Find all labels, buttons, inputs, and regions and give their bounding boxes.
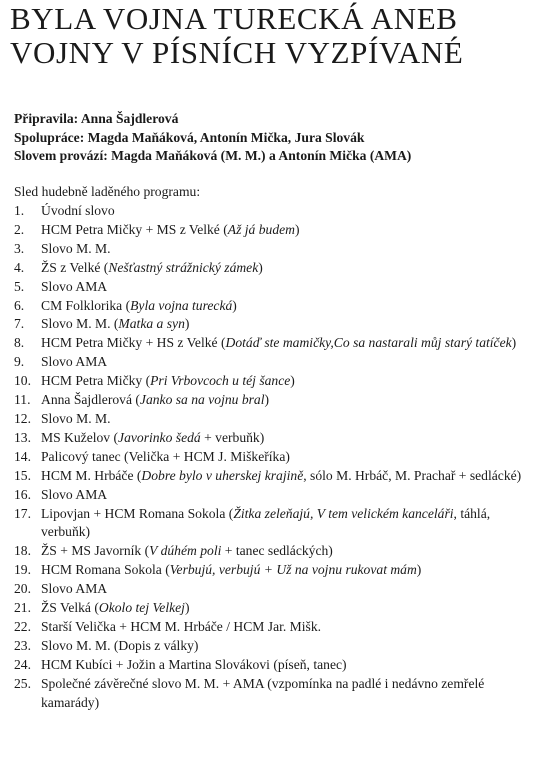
credit-prepared: Připravila: Anna Šajdlerová	[14, 111, 179, 126]
program-item-text	[41, 334, 529, 353]
program-item-segment: Anna Šajdlerová (	[41, 392, 140, 408]
program-item-text	[41, 467, 529, 486]
program-item-segment: ŽS z Velké (	[41, 259, 109, 275]
program-item-number: 12.	[14, 410, 31, 426]
program-item	[14, 315, 529, 334]
credit-cooperation: Spolupráce: Magda Maňáková, Antonín Mička, Jura Slovák	[14, 129, 365, 145]
program-item-text	[41, 637, 529, 656]
program-item	[14, 278, 529, 297]
program-item-segment: )	[511, 335, 517, 351]
program-item-text	[41, 259, 529, 278]
program-item	[14, 334, 529, 353]
program-item-title: V dúhém poli	[149, 543, 222, 559]
program-item-text	[41, 675, 529, 713]
program-item	[14, 656, 529, 675]
program-item	[14, 467, 529, 486]
program-item-segment: Slovo AMA	[41, 581, 108, 597]
program-item-segment: )	[294, 221, 300, 237]
program-item-number: 14.	[14, 448, 31, 464]
program-item-number: 23.	[14, 637, 31, 653]
program-item-number: 8.	[14, 335, 25, 351]
program-item-number: 15.	[14, 467, 31, 483]
program-item-segment: HCM Petra Mičky + MS z Velké (	[41, 221, 228, 237]
program-item-title: Dobre bylo v uherskej krajině	[141, 467, 304, 483]
program-item-segment: MS Kuželov (	[41, 429, 119, 445]
program-item-text	[41, 372, 529, 391]
program-item-segment: HCM M. Hrbáče (	[41, 467, 142, 483]
program-item-text	[41, 353, 529, 372]
program-item-text	[41, 391, 529, 410]
program-item-title: Janko sa na vojnu bral	[139, 392, 265, 408]
program-item-title: Nešťastný strážnický zámek	[108, 259, 259, 275]
program-item-segment: )	[416, 562, 422, 578]
program-item	[14, 410, 529, 429]
program-item-segment: Slovo AMA	[41, 278, 108, 294]
program-item-segment: , táhlá, verbuňk)	[41, 505, 491, 540]
program-item-title: Až já budem	[227, 221, 295, 237]
program-item-number: 19.	[14, 562, 31, 578]
program-item-number: 11.	[14, 392, 31, 408]
program-item-number: 25.	[14, 675, 31, 691]
program-item	[14, 297, 529, 316]
page-title	[10, 2, 530, 70]
program-item-segment: + tanec sedláckých)	[221, 543, 333, 559]
program-item-segment: Slovo M. M.	[41, 410, 111, 426]
program-item-number: 13.	[14, 429, 31, 445]
program-item-text	[41, 486, 529, 505]
program-item	[14, 486, 529, 505]
program-item-title: Dotáď ste mamičky,Co sa nastarali můj starý tatíček	[225, 335, 512, 351]
program-item-segment: Slovo AMA	[41, 354, 108, 370]
program-item-segment: Úvodní slovo	[41, 203, 115, 218]
program-item-title: Okolo tej Velkej	[98, 600, 185, 616]
program-item-segment: + verbuňk)	[200, 429, 265, 445]
title-line-1: BYLA VOJNA TURECKÁ ANEB	[10, 1, 458, 36]
program-item	[14, 637, 529, 656]
program-item-text	[41, 448, 529, 467]
program-item	[14, 221, 529, 240]
program-item-number: 21.	[14, 600, 31, 616]
program-item-segment: Slovo AMA	[41, 486, 108, 502]
program-item-segment: HCM Romana Sokola (	[41, 562, 170, 578]
program-item-text	[41, 221, 529, 240]
program-item	[14, 202, 529, 221]
program-item-segment: Slovo M. M.	[41, 240, 111, 256]
program-item-title: Matka a syn	[118, 316, 185, 332]
program-item-number: 24.	[14, 656, 31, 672]
program-item-segment: )	[264, 392, 270, 408]
program-item-number: 10.	[14, 373, 31, 389]
program-item-number: 6.	[14, 297, 25, 313]
title-line-2: VOJNY V PÍSNÍCH VYZPÍVANÉ	[10, 35, 464, 70]
credit-narration: Slovem provází: Magda Maňáková (M. M.) a Antonín Mička (AMA)	[14, 148, 412, 163]
program-item-number: 2.	[14, 221, 25, 237]
program-item-text	[41, 599, 529, 618]
program-item	[14, 391, 529, 410]
program-list	[14, 202, 529, 712]
program-item-number: 20.	[14, 581, 31, 597]
program-item	[14, 353, 529, 372]
program-item-segment: HCM Kubíci + Jožin a Martina Slovákovi (píseň, tanec)	[41, 656, 347, 672]
program-item-text	[41, 202, 529, 221]
program-item-text	[41, 278, 529, 297]
program-item-text	[41, 240, 529, 259]
program-item-number: 7.	[14, 316, 25, 332]
program-item-number: 3.	[14, 240, 25, 256]
program-item-segment: , sólo M. Hrbáč, M. Prachař + sedlácké)	[303, 467, 522, 483]
program-item-segment: Starší Velička + HCM M. Hrbáče / HCM Jar. Mišk.	[41, 618, 322, 634]
program-item-number: 4.	[14, 259, 25, 275]
program-heading: Sled hudebně laděného programu:	[14, 184, 201, 199]
program-item	[14, 259, 529, 278]
program-item-title: Žitka zeleňajú, V tem velickém kanceláři	[233, 505, 454, 521]
program-item-number: 17.	[14, 505, 31, 521]
program-item-number: 16.	[14, 486, 31, 502]
program-item	[14, 372, 529, 391]
program-item	[14, 505, 529, 543]
program-item-segment: )	[258, 259, 263, 275]
program-item-segment: HCM Petra Mičky + HS z Velké (	[41, 335, 226, 351]
program-item	[14, 429, 529, 448]
program-item	[14, 240, 529, 259]
program-item-title: Pri Vrbovcoch u téj šance	[150, 373, 291, 389]
program-item-number: 1.	[14, 203, 25, 218]
program-item-segment: Společné závěrečné slovo M. M. + AMA (vzpomínka na padlé i nedávno zemřelé kamarády)	[41, 675, 485, 710]
program-item-number: 9.	[14, 354, 25, 370]
program-item-segment: HCM Petra Mičky (	[41, 373, 151, 389]
program-item	[14, 448, 529, 467]
program-item-text	[41, 656, 529, 675]
program-item-segment: ŽS Velká (	[41, 600, 99, 616]
program-item-title: Javorinko šedá	[118, 429, 201, 445]
program-item-text	[41, 580, 529, 599]
program-item-segment: Slovo M. M. (Dopis z války)	[41, 637, 199, 653]
program-item-segment: Slovo M. M. (	[41, 316, 119, 332]
program-item-segment: )	[184, 600, 190, 616]
program-item-text	[41, 542, 529, 561]
program-item-text	[41, 561, 529, 580]
program-item	[14, 599, 529, 618]
program-item-title: Verbujú, verbujú + Už na vojnu rukovat mám	[169, 562, 417, 578]
program-item-segment: )	[290, 373, 295, 389]
program-item-text	[41, 429, 529, 448]
program-item-number: 18.	[14, 543, 31, 559]
credits-block	[14, 110, 411, 166]
program-item-text	[41, 297, 529, 316]
program-item-segment: ŽS + MS Javorník (	[41, 543, 150, 559]
program-item-number: 5.	[14, 278, 25, 294]
program-item-text	[41, 618, 529, 637]
program-item-text	[41, 315, 529, 334]
program-item-text	[41, 410, 529, 429]
program-item-number: 22.	[14, 618, 31, 634]
program-item-segment: Lipovjan + HCM Romana Sokola (	[41, 505, 234, 521]
program-item-segment: CM Folklorika (	[41, 297, 131, 313]
program-item	[14, 675, 529, 713]
program-item-text	[41, 505, 529, 543]
program-item-title: Byla vojna turecká	[130, 297, 233, 313]
program-item	[14, 542, 529, 561]
program-item-segment: )	[232, 297, 237, 313]
program-item-segment: )	[184, 316, 190, 332]
program-item-segment: Palicový tanec (Velička + HCM J. Miškeříka)	[41, 448, 290, 464]
program-item	[14, 618, 529, 637]
program-item	[14, 561, 529, 580]
program-item	[14, 580, 529, 599]
